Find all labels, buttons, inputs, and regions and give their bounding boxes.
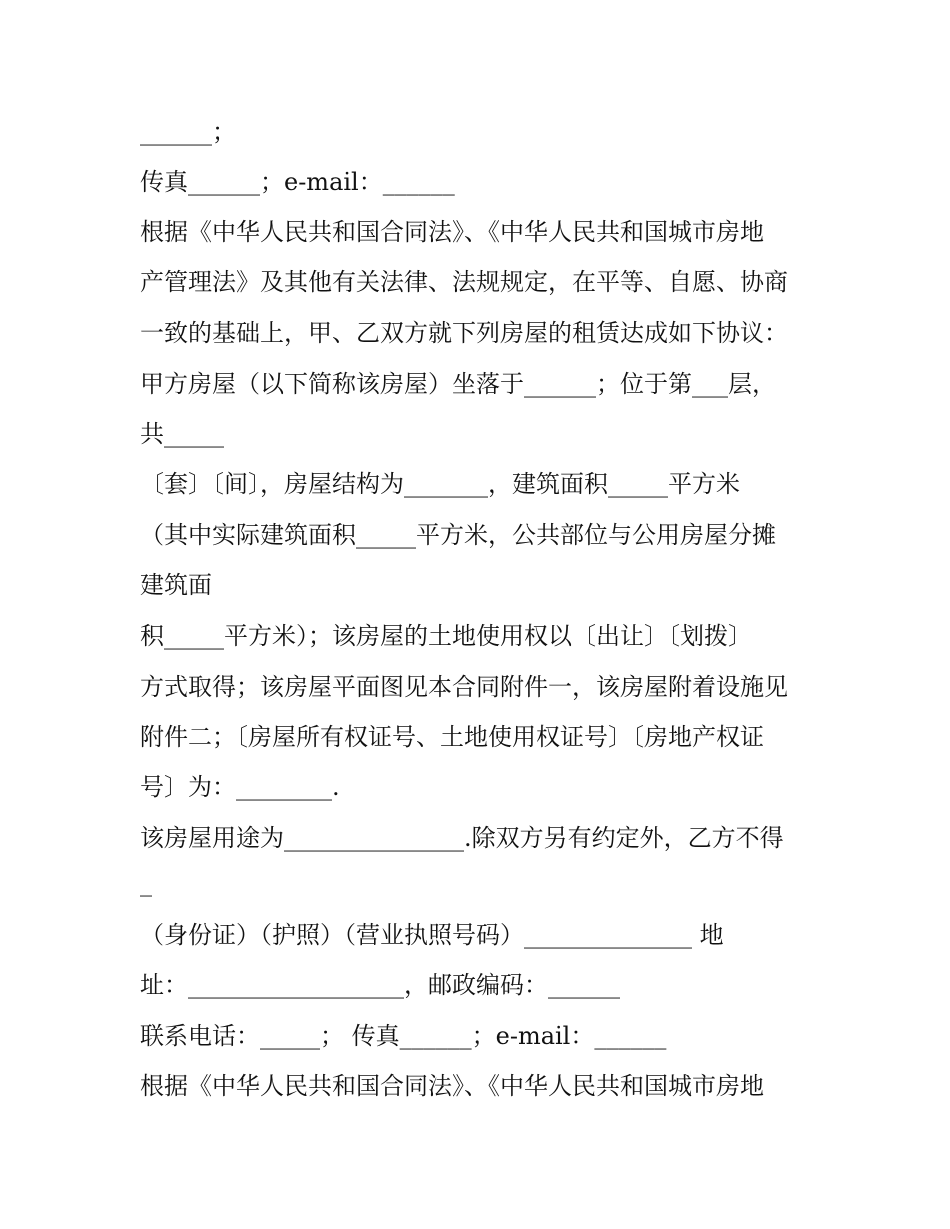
text-line: ______； [140, 118, 236, 146]
text-line: 根据《中华人民共和国合同法》、《中华人民共和国城市房地 [140, 218, 764, 246]
text-line: 号〕为：________. [140, 773, 340, 801]
text-line: 该房屋用途为_______________.除双方另有约定外，乙方不得 [140, 824, 784, 852]
text-line: 根据《中华人民共和国合同法》、《中华人民共和国城市房地 [140, 1072, 764, 1100]
text-line: （其中实际建筑面积_____平方米，公共部位与公用房屋分摊 [140, 521, 776, 549]
text-line: 甲方房屋（以下简称该房屋）坐落于______；位于第___层， [140, 370, 776, 398]
text-line: _ [140, 869, 152, 897]
text-line: 积_____平方米）；该房屋的土地使用权以〔出让〕〔划拨〕 [140, 622, 752, 650]
text-line: 址：__________________，邮政编码：______ [140, 971, 620, 999]
text-line: 建筑面 [140, 571, 212, 599]
text-line: 联系电话：_____； 传真______；e-mail：______ [140, 1022, 667, 1050]
text-line: （身份证）（护照）（营业执照号码）______________ 地 [140, 921, 724, 949]
text-line: 〔套〕〔间〕，房屋结构为_______，建筑面积_____平方米 [140, 470, 740, 498]
text-line: 方式取得；该房屋平面图见本合同附件一，该房屋附着设施见 [140, 673, 788, 701]
text-line: 附件二；〔房屋所有权证号、土地使用权证号〕〔房地产权证 [140, 723, 764, 751]
text-line: 传真______；e-mail：______ [140, 168, 455, 196]
text-line: 一致的基础上，甲、乙双方就下列房屋的租赁达成如下协议： [140, 319, 788, 347]
text-line: 共_____ [140, 420, 224, 448]
text-line: 产管理法》及其他有关法律、法规规定，在平等、自愿、协商 [140, 268, 788, 296]
